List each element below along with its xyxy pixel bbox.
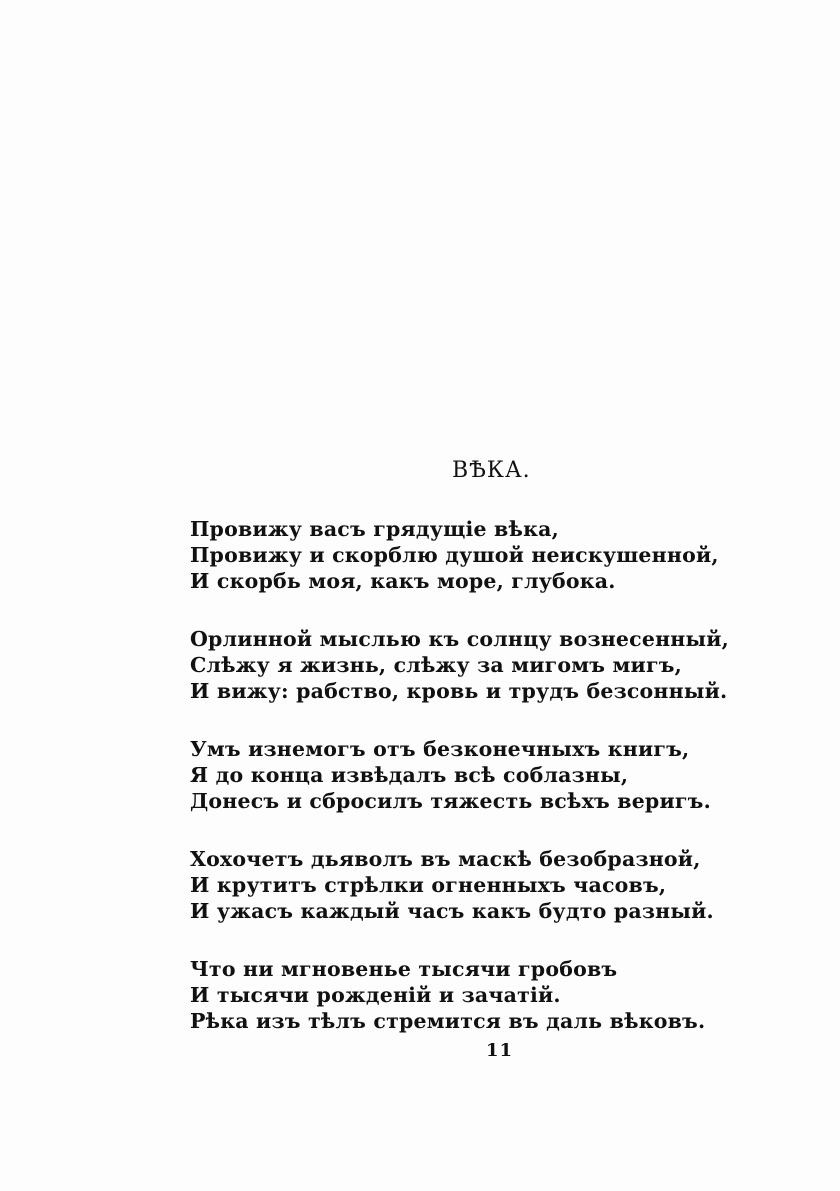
poem-line: Донесъ и сбросилъ тяжесть всѣхъ веригъ. <box>190 789 711 813</box>
poem-line: И скорбь моя, какъ море, глубока. <box>190 569 616 593</box>
poem-line: Провижу и скорблю душой неискушенной, <box>190 543 719 567</box>
stanza-2 <box>190 626 729 704</box>
poem-line: Слѣжу я жизнь, слѣжу за мигомъ мигъ, <box>190 653 682 677</box>
poem-line: Орлинной мыслью къ солнцу вознесенный, <box>190 627 729 651</box>
poem-body <box>190 516 729 1066</box>
poem-line: Хохочетъ дьяволъ въ маскѣ безобразной, <box>190 847 701 871</box>
stanza-1 <box>190 516 719 594</box>
poem-line: И вижу: рабство, кровь и трудъ безсонный. <box>190 679 728 703</box>
stanza-5 <box>190 956 710 1034</box>
poem-line: Умъ изнемогъ отъ безконечныхъ книгъ, <box>190 737 690 761</box>
poem-line: И ужасъ каждый часъ какъ будто разный. <box>190 899 714 923</box>
poem-line: Что ни мгновенье тысячи гробовъ <box>190 957 618 981</box>
poem-title: ВѢКА. <box>452 458 531 483</box>
poem-line: Я до конца извѣдалъ всѣ соблазны, <box>190 763 629 787</box>
stanza-3 <box>190 736 710 814</box>
stanza-4 <box>190 846 714 924</box>
poem-line: Провижу васъ грядущіе вѣка, <box>190 517 559 541</box>
poem-line: Рѣка изъ тѣлъ стремится въ даль вѣковъ. <box>190 1009 706 1033</box>
poem-line: И крутитъ стрѣлки огненныхъ часовъ, <box>190 873 667 897</box>
poem-line: И тысячи рожденій и зачатій. <box>190 983 561 1007</box>
page-number: 11 <box>486 1040 514 1061</box>
